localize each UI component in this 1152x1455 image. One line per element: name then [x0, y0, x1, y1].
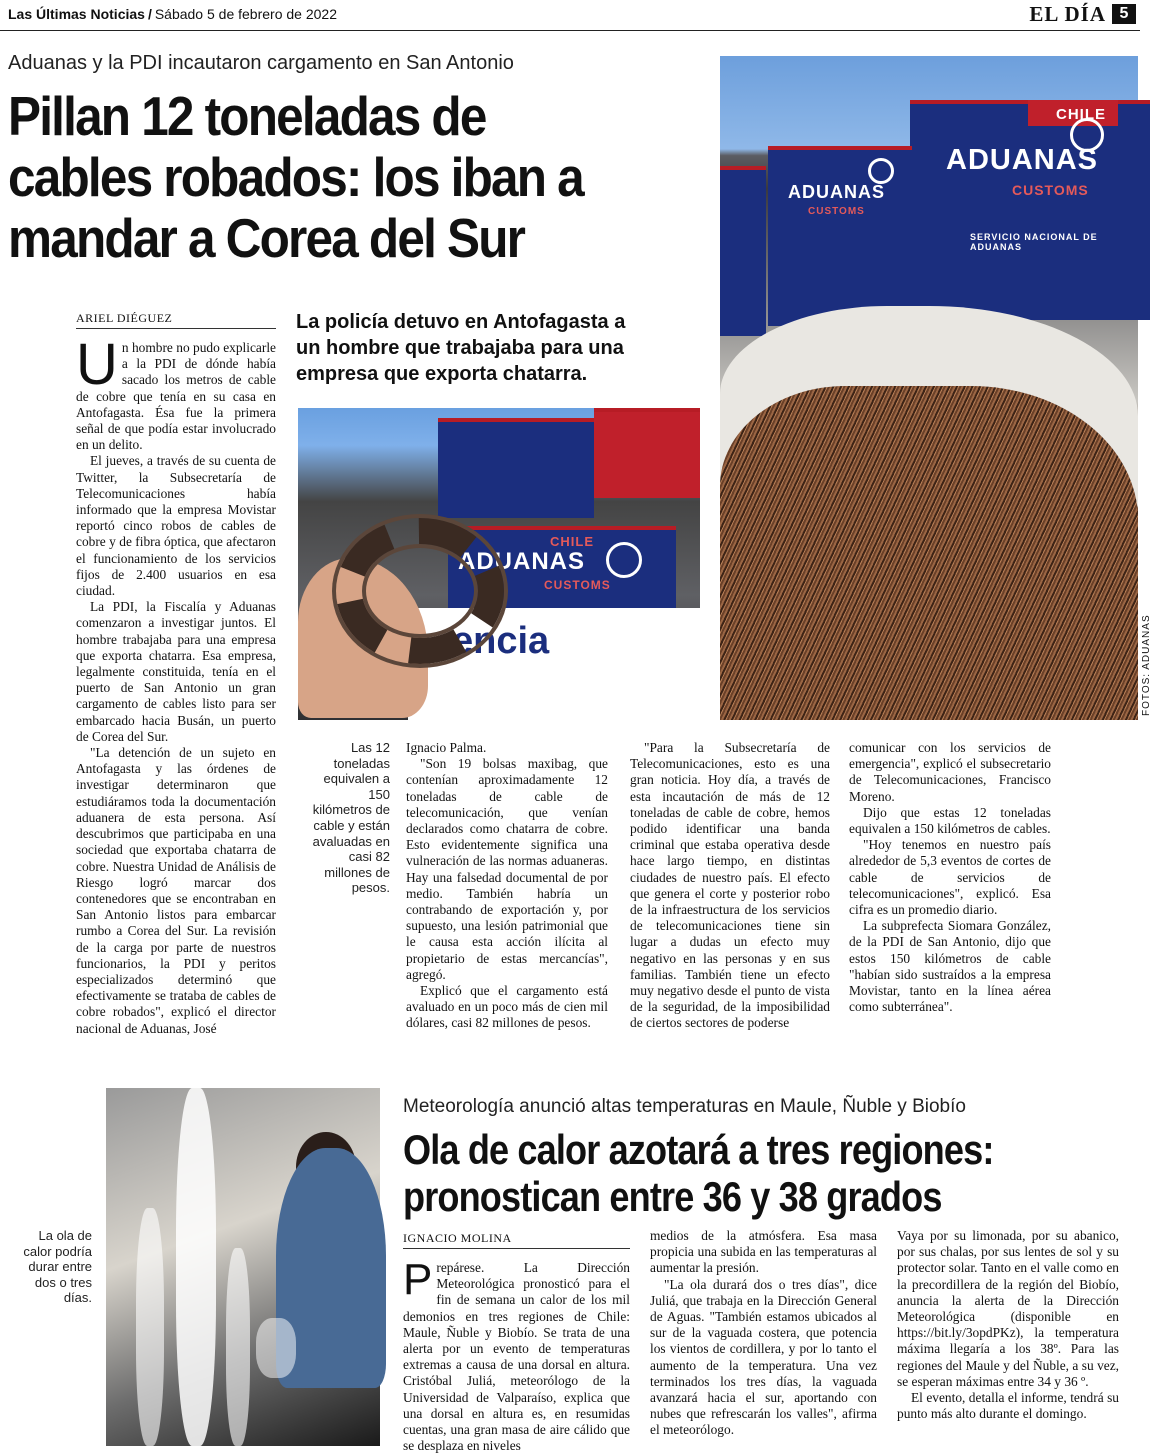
banner-service: SERVICIO NACIONAL DE ADUANAS [970, 232, 1098, 252]
story2-headline: Ola de calor azotará a tres regiones: pronostican entre 36 y 38 grados [403, 1126, 994, 1220]
ring-banner-fragment: encia [452, 620, 550, 662]
story1-col4-p3: "Hoy tenemos en nuestro país alrededor de 5,3 eventos de cortes de cable de servicios de telecomunicaciones", explicó. Esa cifra es un promedio diario. [849, 837, 1051, 918]
story2-kicker: Meteorología anunció altas temperaturas en Maule, Ñuble y Biobío [403, 1096, 966, 1117]
banner-brand: ADUANAS [946, 144, 1098, 176]
story1-column-2 [406, 740, 608, 1032]
story1-col1-p4: "La detención de un sujeto en Antofagasta y las órdenes de investigar determinaron que estudiáramos toda la documentación aduanera de esta persona. Así descubrimos que participaba en una sociedad que exportaba chatarra de cobre. Nuestra Unidad de Análisis de Riesgo logró marcar dos contenedores que se encontraban en San Antonio listos para embarcar rumbo a Corea del Sur. La revisión de la carga por parte de nuestros funcionarios, la PDI y peritos especializados determinó que efectivamente se trataba de cables de cobre robados", explicó el director nacional de Aduanas, José [76, 745, 276, 1036]
story2-col3-p2: El evento, detalla el informe, tendrá su punto más alto durante el domingo. [897, 1390, 1119, 1422]
story2-photo-caption: La ola de calor podría durar entre dos o tres días. [23, 1228, 92, 1306]
story2-column-3 [897, 1228, 1119, 1422]
story2-col3-p1: Vaya por su limonada, por su abanico, por sus chalas, por sus lentes de sol y su protector solar. Tanto en el valle como en la precordillera de la región del Biobío, anuncia la alerta de la Dirección Meteorológica (disponible en https://bit.ly/3opdPKz), la temperatura máxima llegaría a los 38º. Para las regiones del Maule y del Ñuble, a su vez, se esperan máximas entre 34 y 36 º. [897, 1228, 1119, 1389]
banner-small-brand: ADUANAS [788, 182, 885, 202]
story1-col1-p3: La PDI, la Fiscalía y Aduanas comenzaron a investigar juntos. El hombre trabajaba para una empresa que exporta chatarra. Esa empresa, legalmente constituida, tenía en el puerto de San Antonio un gran cargamento de cables listo para ser embarcado hacia Busán, un puerto de Corea del Sur. [76, 599, 276, 744]
ring-banner-sub: CUSTOMS [544, 578, 611, 592]
water-spray [226, 1248, 250, 1446]
aduanas-seal-icon [868, 158, 894, 184]
banner-small-sub: CUSTOMS [808, 206, 865, 217]
story1-col2-p3: Explicó que el cargamento está avaluado en un poco más de cien mil dólares, casi 82 millones de pesos. [406, 983, 608, 1031]
ring-banner-brand: ADUANAS [458, 548, 585, 575]
banner-country: CHILE [1056, 106, 1106, 123]
customs-cable-photo [720, 56, 1138, 720]
story1-col3-p1: "Para la Subsecretaría de Telecomunicaciones, esto es una gran noticia. Hoy día, a través de esta incautación de más de 12 toneladas de cable de cobre, hemos podido identificar una banda criminal que estaba operativa desde hace largo tiempo, en distintas ciudades de nuestro país. El efecto que genera el corte y posterior robo de la infraestructura de los servicios de telecomunicaciones tiene sin lugar a dudas un efecto muy negativo en las personas y en sus familias. También tiene un efecto muy negativo desde el punto de vista de la seguridad, de la imposibilidad de ciertos sectores de poderse [630, 740, 830, 1031]
newspaper-name: Las Últimas Noticias [8, 6, 145, 22]
masthead-separator: / [147, 6, 152, 22]
ring-banner-back [438, 418, 594, 518]
customs-banner-edge [720, 166, 766, 336]
story1-photo-caption: Las 12 toneladas equivalen a 150 kilómetros de cable y están avaluadas en casi 82 millones de pesos. [312, 740, 390, 896]
story1-col4-p4: La subprefecta Siomara González, de la PDI de San Antonio, dijo que estos 150 kilómetros de cable "habían sido sustraídos a la empresa Movistar, tanto en la línea aérea como subterránea". [849, 918, 1051, 1015]
section-name: EL DÍA [1029, 2, 1106, 26]
story1-col4-p2: Dijo que estas 12 toneladas equivalen a 150 kilómetros de cables. [849, 804, 1051, 837]
story1-col4-p1: comunicar con los servicios de emergencia", explicó el subsecretario de Telecomunicaciones, Francisco Moreno. [849, 740, 1051, 804]
story2-col2-p1: medios de la atmósfera. Esa masa propicia una subida en las temperaturas al aumentar la presión. [650, 1228, 877, 1276]
story1-kicker: Aduanas y la PDI incautaron cargamento en San Antonio [8, 52, 514, 74]
story1-col2-p2: "Son 19 bolsas maxibag, que contenían aproximadamente 12 toneladas de cable de telecomunicación, que venían declarados como chatarra de cobre. Esto evidentemente significa una vulneración de las normas aduaneras. Hay una falsedad documental de por medio. También habría un contrabando de exportación y, por supuesto, una lesión patrimonial que le causa esta acción ilícita al propietario de estas mercancías", agregó. [406, 756, 608, 982]
story1-col1-p1: n hombre no pudo explicarle a la PDI de dónde había sacado los metros de cable de cobre que tenía en su casa en Antofagasta. Ésa fue la primera señal de que podía estar involucrado en un delito. [76, 340, 276, 453]
aduanas-seal-icon [606, 542, 642, 578]
story2-byline: IGNACIO MOLINA [403, 1231, 630, 1249]
customs-banner-large [910, 100, 1150, 320]
story1-deck: La policía detuvo en Antofagasta a un hombre que trabajaba para una empresa que exporta chatarra. [296, 311, 626, 385]
aduanas-seal-icon [1070, 118, 1104, 152]
cable-ring-photo [298, 408, 700, 720]
ring-banner-country: CHILE [550, 534, 594, 549]
water-spray [136, 1208, 164, 1446]
story1-col1-p2: El jueves, a través de su cuenta de Twitter, la Subsecretaría de Telecomunicaciones había informado que la empresa Movistar reportó cinco robos de cables de cobre y de fibra óptica, que afectaron el funcionamiento de los servicios fijos de 2.400 usuarios en esa ciudad. [76, 453, 276, 599]
customs-banner-small [768, 146, 912, 326]
page-number: 5 [1112, 4, 1136, 24]
cable-ring [336, 518, 504, 664]
story2-column-1 [403, 1255, 630, 1454]
story1-dropcap: U [76, 332, 118, 397]
copper-cables [720, 386, 1138, 720]
water-spray [256, 1318, 296, 1378]
story2-col1-p1: repárese. La Dirección Meteorológica pronosticó para el fin de semana un calor de los mil demonios en tres regiones de Chile: Maule, Ñuble y Biobío. Se trata de una alerta por un evento de temperaturas extremas a causa de una dorsal en altura. Cristóbal Juliá, meteorólogo de la Universidad de Valparaíso, explica que una dorsal en altura es, en resumidas cuentas, una gran masa de aire cálido que se desplaza en niveles [403, 1260, 630, 1454]
story1-col1-paragraph [76, 332, 276, 453]
header-rule [0, 30, 1140, 31]
story2-column-2 [650, 1228, 877, 1439]
ring-banner-red [594, 408, 700, 498]
fountain-photo [106, 1088, 380, 1446]
story1-byline: ARIEL DIÉGUEZ [76, 311, 276, 329]
story1-column-4 [849, 740, 1051, 1015]
story2-col2-p2: "La ola durará dos o tres días", dice Juliá, que trabaja en la Dirección General de Aguas. "También estamos ubicados al sur de la vaguada costera, que potencia los vientos de cordillera, y por lo tanto el aumento de la temperatura. Una vez terminados los tres días, la vaguada avanzará hacia el sur, aportando con nubes que refrescarán los valles", afirma el meteorólogo. [650, 1276, 877, 1438]
story1-column-1 [76, 332, 276, 1037]
photo-credit: FOTOS: ADUANAS [1141, 614, 1152, 716]
story1-column-3 [630, 740, 830, 1032]
story2-col1-paragraph [403, 1255, 630, 1454]
story1-col2-p1: Ignacio Palma. [406, 740, 487, 755]
story2-dropcap: P [403, 1255, 433, 1304]
water-spray [176, 1088, 216, 1446]
masthead [8, 6, 337, 22]
banner-sub: CUSTOMS [1012, 182, 1089, 198]
story1-headline: Pillan 12 toneladas de cables robados: los iban a mandar a Corea del Sur [8, 85, 583, 269]
issue-date: Sábado 5 de febrero de 2022 [154, 6, 337, 22]
